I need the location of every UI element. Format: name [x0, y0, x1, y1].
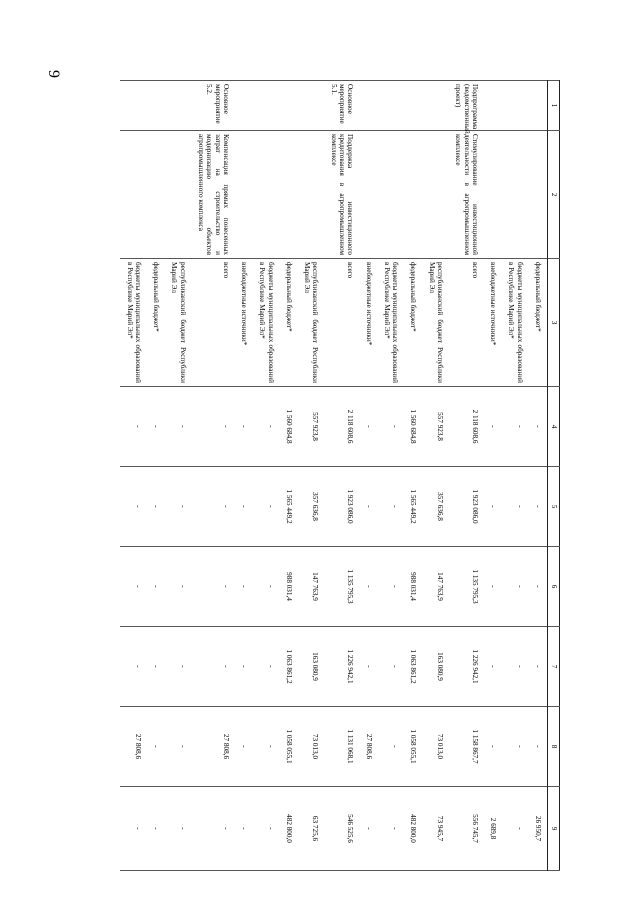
- source-cell: бюджеты муниципальных образований в Республике Марий Эл*: [502, 259, 529, 387]
- value-cell: 988 031,4: [404, 547, 422, 627]
- source-cell: федеральный бюджет*: [404, 259, 422, 387]
- budget-table: [120, 80, 560, 871]
- value-cell: -: [147, 787, 165, 871]
- source-cell: республиканский бюджет Республики Марий Эл: [422, 259, 449, 387]
- value-cell: 357 636,8: [422, 467, 449, 547]
- value-cell: 557 923,8: [422, 387, 449, 467]
- col-header: 2: [548, 131, 560, 259]
- title-cell: [378, 131, 405, 259]
- source-cell: внебюджетные источники*: [484, 259, 502, 387]
- program-cell: [280, 81, 298, 131]
- value-cell: -: [359, 627, 377, 707]
- value-cell: 163 080,9: [422, 627, 449, 707]
- program-cell: [378, 81, 405, 131]
- rotated-table-wrapper: [95, 80, 560, 870]
- header-row: [548, 81, 560, 871]
- value-cell: 482 800,0: [280, 787, 298, 871]
- title-cell: [120, 131, 147, 259]
- value-cell: -: [192, 627, 235, 707]
- value-cell: -: [165, 547, 192, 627]
- table-row: [449, 81, 484, 871]
- value-cell: -: [378, 387, 405, 467]
- value-cell: -: [253, 387, 280, 467]
- value-cell: 1 560 684,8: [280, 387, 298, 467]
- value-cell: -: [235, 627, 253, 707]
- value-cell: 63 725,6: [298, 787, 325, 871]
- col-header: 8: [548, 707, 560, 787]
- title-cell: [502, 131, 529, 259]
- value-cell: 546 525,6: [325, 787, 360, 871]
- value-cell: 2 689,8: [484, 787, 502, 871]
- table-row: [147, 81, 165, 871]
- value-cell: -: [359, 387, 377, 467]
- value-cell: -: [502, 707, 529, 787]
- value-cell: -: [147, 387, 165, 467]
- title-cell: [529, 131, 548, 259]
- value-cell: 163 080,9: [298, 627, 325, 707]
- col-header: 9: [548, 787, 560, 871]
- source-cell: всего: [449, 259, 484, 387]
- table-row: [404, 81, 422, 871]
- value-cell: 27 808,6: [120, 707, 147, 787]
- value-cell: -: [192, 787, 235, 871]
- col-header: 7: [548, 627, 560, 707]
- value-cell: 357 636,8: [298, 467, 325, 547]
- value-cell: 1 565 449,2: [280, 467, 298, 547]
- value-cell: 1 158 867,7: [449, 707, 484, 787]
- value-cell: -: [165, 627, 192, 707]
- source-cell: республиканский бюджет Республики Марий Эл: [298, 259, 325, 387]
- value-cell: -: [529, 707, 548, 787]
- value-cell: 2 118 608,6: [449, 387, 484, 467]
- value-cell: -: [378, 467, 405, 547]
- title-cell: [147, 131, 165, 259]
- value-cell: 1 063 861,2: [280, 627, 298, 707]
- value-cell: 1 058 055,1: [280, 707, 298, 787]
- value-cell: 73 013,0: [298, 707, 325, 787]
- value-cell: -: [120, 547, 147, 627]
- title-cell: [235, 131, 253, 259]
- value-cell: 1 923 086,0: [325, 467, 360, 547]
- program-cell: Основное мероприятие 5.2.: [192, 81, 235, 131]
- table-row: [280, 81, 298, 871]
- value-cell: 1 063 861,2: [404, 627, 422, 707]
- table-row: [253, 81, 280, 871]
- value-cell: -: [235, 547, 253, 627]
- value-cell: -: [253, 627, 280, 707]
- value-cell: 1 226 942,1: [449, 627, 484, 707]
- program-cell: [529, 81, 548, 131]
- value-cell: 1 131 068,1: [325, 707, 360, 787]
- table-row: [422, 81, 449, 871]
- value-cell: -: [120, 627, 147, 707]
- value-cell: -: [529, 627, 548, 707]
- value-cell: -: [378, 707, 405, 787]
- title-cell: [422, 131, 449, 259]
- value-cell: -: [484, 387, 502, 467]
- value-cell: 556 745,7: [449, 787, 484, 871]
- table-row: [165, 81, 192, 871]
- value-cell: -: [147, 467, 165, 547]
- value-cell: 147 763,9: [422, 547, 449, 627]
- value-cell: 1 565 449,2: [404, 467, 422, 547]
- value-cell: -: [192, 547, 235, 627]
- value-cell: -: [253, 707, 280, 787]
- program-cell: [484, 81, 502, 131]
- program-cell: [359, 81, 377, 131]
- source-cell: федеральный бюджет*: [147, 259, 165, 387]
- program-cell: [298, 81, 325, 131]
- value-cell: 27 808,6: [192, 707, 235, 787]
- program-cell: [253, 81, 280, 131]
- value-cell: -: [502, 547, 529, 627]
- program-cell: [422, 81, 449, 131]
- value-cell: -: [147, 547, 165, 627]
- value-cell: -: [502, 387, 529, 467]
- source-cell: всего: [325, 259, 360, 387]
- value-cell: -: [165, 467, 192, 547]
- table-row: [502, 81, 529, 871]
- source-cell: всего: [192, 259, 235, 387]
- source-cell: бюджеты муниципальных образований в Республике Марий Эл*: [120, 259, 147, 387]
- value-cell: 1 560 684,8: [404, 387, 422, 467]
- value-cell: -: [484, 467, 502, 547]
- value-cell: -: [165, 707, 192, 787]
- value-cell: -: [192, 387, 235, 467]
- value-cell: -: [484, 627, 502, 707]
- value-cell: -: [484, 707, 502, 787]
- value-cell: 27 808,6: [359, 707, 377, 787]
- source-cell: федеральный бюджет*: [529, 259, 548, 387]
- value-cell: -: [147, 627, 165, 707]
- title-cell: [404, 131, 422, 259]
- value-cell: -: [378, 627, 405, 707]
- value-cell: -: [120, 387, 147, 467]
- value-cell: 73 945,7: [422, 787, 449, 871]
- title-cell: Компенсация прямых понесенных затрат на строительство и модернизацию объектов агропромышленного комплекса: [192, 131, 235, 259]
- title-cell: [298, 131, 325, 259]
- value-cell: 73 013,0: [422, 707, 449, 787]
- value-cell: 147 763,9: [298, 547, 325, 627]
- program-cell: [165, 81, 192, 131]
- program-cell: Подпрограмма (ведомственный проект): [449, 81, 484, 131]
- value-cell: 2 118 608,6: [325, 387, 360, 467]
- value-cell: -: [253, 467, 280, 547]
- table-row: [235, 81, 253, 871]
- value-cell: -: [378, 547, 405, 627]
- source-cell: республиканский бюджет Республики Марий Эл: [165, 259, 192, 387]
- table-row: [359, 81, 377, 871]
- table-row: [298, 81, 325, 871]
- title-cell: [484, 131, 502, 259]
- col-header: 6: [548, 547, 560, 627]
- value-cell: -: [235, 387, 253, 467]
- value-cell: -: [235, 787, 253, 871]
- value-cell: -: [359, 547, 377, 627]
- value-cell: 557 923,8: [298, 387, 325, 467]
- table-row: [325, 81, 360, 871]
- table-row: [120, 81, 147, 871]
- value-cell: -: [235, 467, 253, 547]
- title-cell: [165, 131, 192, 259]
- col-header: 4: [548, 387, 560, 467]
- value-cell: 26 950,7: [529, 787, 548, 871]
- value-cell: -: [484, 547, 502, 627]
- program-cell: [502, 81, 529, 131]
- source-cell: бюджеты муниципальных образований в Республике Марий Эл*: [253, 259, 280, 387]
- source-cell: внебюджетные источники*: [235, 259, 253, 387]
- value-cell: -: [165, 387, 192, 467]
- source-cell: бюджеты муниципальных образований в Республике Марий Эл*: [378, 259, 405, 387]
- table-body: [120, 81, 547, 871]
- program-cell: Основное мероприятие 5.1.: [325, 81, 360, 131]
- value-cell: 1 226 942,1: [325, 627, 360, 707]
- value-cell: -: [502, 787, 529, 871]
- value-cell: 1 135 795,3: [325, 547, 360, 627]
- value-cell: 482 800,0: [404, 787, 422, 871]
- program-cell: [404, 81, 422, 131]
- value-cell: 988 031,4: [280, 547, 298, 627]
- table-row: [192, 81, 235, 871]
- source-cell: федеральный бюджет*: [280, 259, 298, 387]
- title-cell: Поддержка инвестиционного кредитования в агропромышленном комплексе: [325, 131, 360, 259]
- value-cell: -: [359, 787, 377, 871]
- title-cell: Стимулирование инвестиционной деятельности в агропромышленном комплексе: [449, 131, 484, 259]
- program-cell: [147, 81, 165, 131]
- page-number: 9: [45, 70, 62, 78]
- value-cell: -: [529, 467, 548, 547]
- title-cell: [280, 131, 298, 259]
- col-header: 3: [548, 259, 560, 387]
- value-cell: -: [502, 467, 529, 547]
- value-cell: 1 135 795,3: [449, 547, 484, 627]
- value-cell: 1 923 086,0: [449, 467, 484, 547]
- value-cell: -: [253, 547, 280, 627]
- value-cell: -: [192, 467, 235, 547]
- value-cell: -: [253, 787, 280, 871]
- program-cell: [235, 81, 253, 131]
- table-row: [378, 81, 405, 871]
- value-cell: -: [120, 467, 147, 547]
- value-cell: 1 058 055,1: [404, 707, 422, 787]
- program-cell: [120, 81, 147, 131]
- value-cell: -: [120, 787, 147, 871]
- value-cell: -: [378, 787, 405, 871]
- value-cell: -: [529, 387, 548, 467]
- col-header: 1: [548, 81, 560, 131]
- source-cell: внебюджетные источники*: [359, 259, 377, 387]
- value-cell: -: [502, 627, 529, 707]
- title-cell: [359, 131, 377, 259]
- table-row: [484, 81, 502, 871]
- col-header: 5: [548, 467, 560, 547]
- value-cell: -: [147, 707, 165, 787]
- value-cell: -: [235, 707, 253, 787]
- value-cell: -: [529, 547, 548, 627]
- value-cell: -: [359, 467, 377, 547]
- table-row: [529, 81, 548, 871]
- title-cell: [253, 131, 280, 259]
- value-cell: -: [165, 787, 192, 871]
